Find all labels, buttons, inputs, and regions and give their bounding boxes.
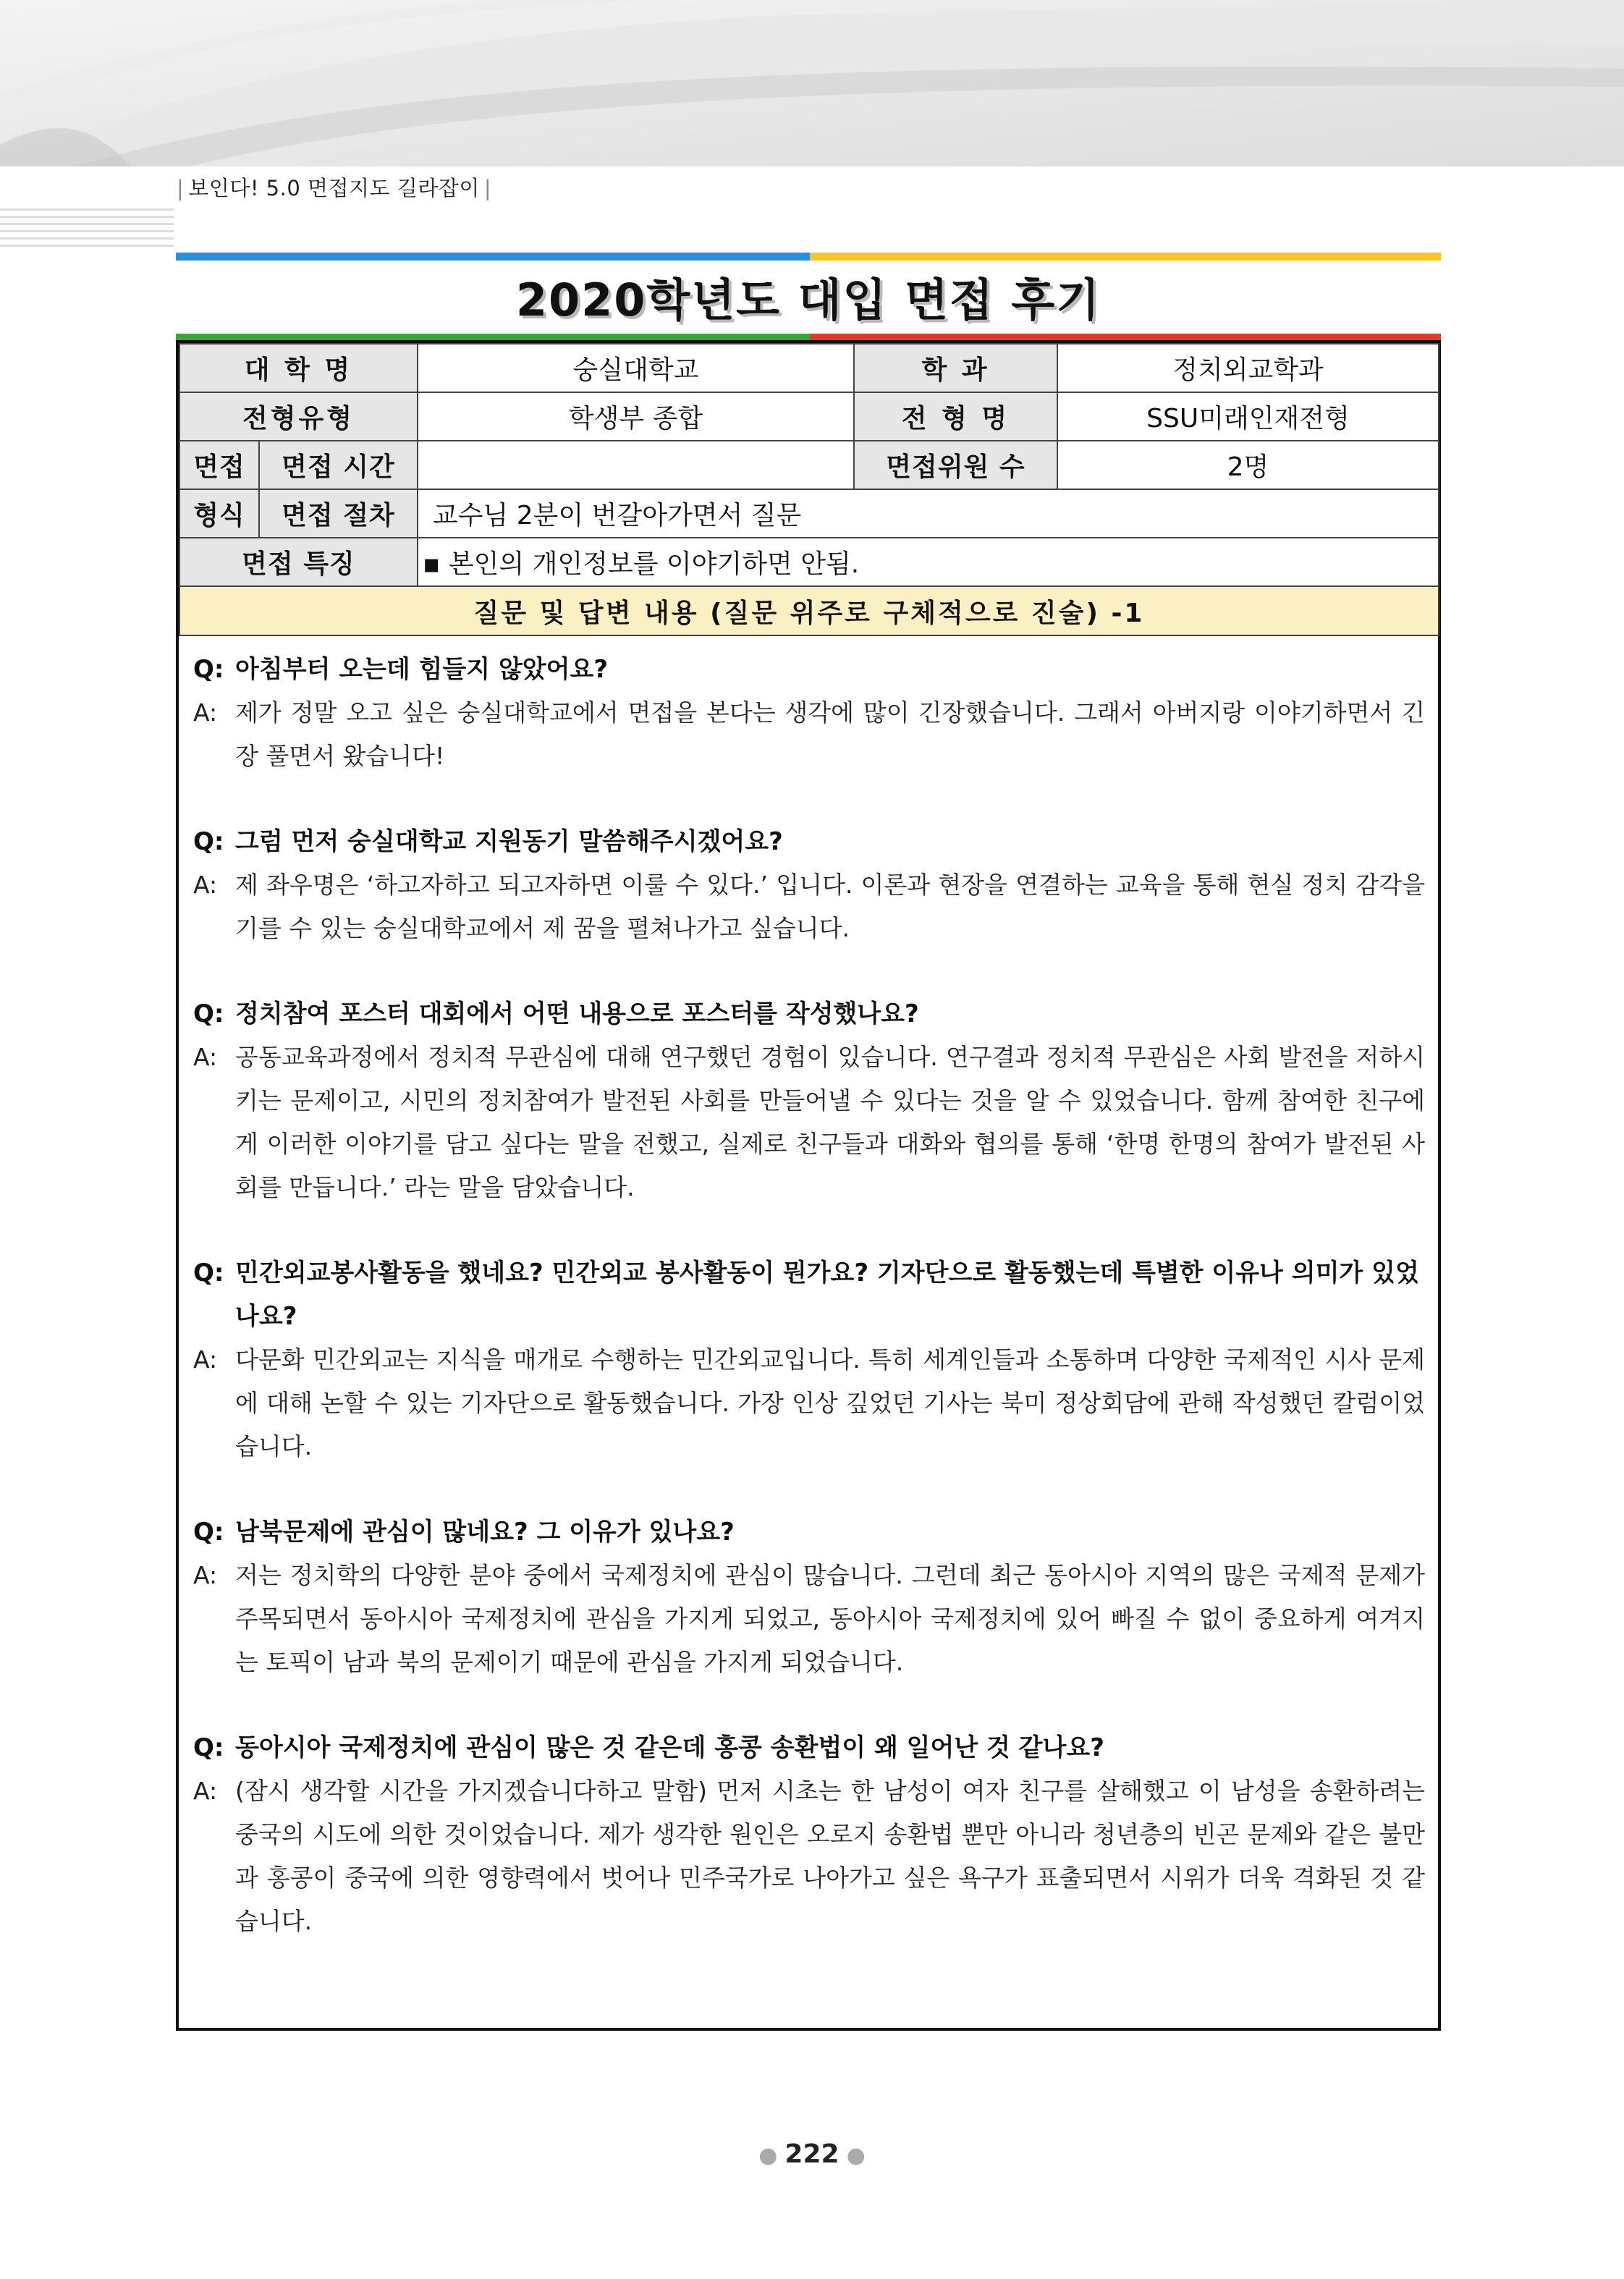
interview-procedure-value: 교수님 2분이 번갈아가면서 질문 [418,489,1439,538]
qa-item [193,1726,1425,1943]
question-text: 그럼 먼저 숭실대학교 지원동기 말씀해주시겠어요? [235,827,783,856]
format-label-top: 면접 [179,441,259,489]
page-number [0,2139,1624,2169]
question-tag: Q: [193,1518,224,1547]
admission-name-value: SSU미래인재전형 [1057,392,1439,441]
answer [193,1554,1425,1684]
answer [193,1338,1425,1468]
admission-type-label: 전형유형 [179,392,418,441]
divider: | [483,176,492,200]
table-row [179,441,1439,489]
department-value: 정치외교학과 [1057,344,1439,392]
question [193,648,1425,691]
university-value: 숭실대학교 [418,344,854,392]
admission-name-label: 전 형 명 [854,392,1057,441]
interview-time-value [418,441,854,489]
format-label-bottom: 형식 [179,489,259,538]
interviewers-label: 면접위원 수 [854,441,1057,489]
question [193,1726,1425,1769]
header-background [0,0,1624,166]
question-text: 아침부터 오는데 힘들지 않았어요? [235,655,609,684]
question [193,1251,1425,1338]
table-row [179,344,1439,392]
question-tag: Q: [193,1259,224,1288]
answer-tag: A: [193,1345,218,1374]
question [193,1510,1425,1554]
book-title: 보인다! 5.0 면접지도 길라잡이 [188,176,480,200]
answer-text: 다문화 민간외교는 지식을 매개로 수행하는 민간외교입니다. 특히 세계인들과 소통하며 다양한 국제적인 시사 문제에 대해 논할 수 있는 기자단으로 활동했습니다. 가장 인상 깊었던 기사는 북미 정상회담에 관해 작성했던 칼럼이었습니다. [235,1345,1425,1460]
info-table [179,343,1439,636]
interviewers-value: 2명 [1057,441,1439,489]
review-box [176,340,1441,2031]
question-tag: Q: [193,999,224,1028]
question [193,992,1425,1036]
table-row [179,538,1439,586]
qa-list [179,636,1438,1943]
title-bottom-rule [176,334,1441,340]
page-title: 2020학년도 대입 면접 후기 [515,274,1101,326]
question-text: 정치참여 포스터 대회에서 어떤 내용으로 포스터를 작성했나요? [235,999,919,1028]
department-label: 학 과 [854,344,1057,392]
answer-tag: A: [193,1777,218,1805]
question-text: 동아시아 국제정치에 관심이 많은 것 같은데 홍콩 송환법이 왜 일어난 것 같나요? [235,1733,1104,1762]
answer [193,691,1425,778]
answer [193,863,1425,950]
book-header [172,172,496,202]
answer-tag: A: [193,1043,218,1071]
qa-item [193,648,1425,778]
admission-type-value: 학생부 종합 [418,392,854,441]
bullet-dot-icon: ● [758,2143,778,2168]
question-tag: Q: [193,1733,224,1762]
page-number-text: 222 [784,2139,840,2169]
answer-tag: A: [193,871,218,899]
qa-item [193,1251,1425,1468]
answer [193,1036,1425,1209]
university-label: 대 학 명 [179,344,418,392]
answer [193,1769,1425,1943]
table-row [179,392,1439,441]
decorative-stripes [0,208,174,252]
answer-text: 저는 정치학의 다양한 분야 중에서 국제정치에 관심이 많습니다. 그런데 최근 동아시아 지역의 많은 국제적 문제가 주목되면서 동아시아 국제정치에 관심을 가지게 되었고, 동아시아 국제정치에 있어 빠질 수 없이 중요하게 여겨지는 토픽이 남과 북의 문제이기 때문에 관심을 가지게 되었습니다. [235,1561,1425,1676]
answer-tag: A: [193,1561,218,1589]
title-top-rule [176,253,1441,261]
interview-feature-value: ▪ 본인의 개인정보를 이야기하면 안됨. [418,538,1439,586]
table-row [179,489,1439,538]
qa-item [193,820,1425,950]
answer-text: 공동교육과정에서 정치적 무관심에 대해 연구했던 경험이 있습니다. 연구결과 정치적 무관심은 사회 발전을 저하시키는 문제이고, 시민의 정치참여가 발전된 사회를 만들어낼 수 있다는 것을 알 수 있었습니다. 함께 참여한 친구에게 이러한 이야기를 담고 싶다는 말을 전했고, 실제로 친구들과 대화와 협의를 통해 ‘한명 한명의 참여가 발전된 사회를 만듭니다.’ 라는 말을 담았습니다. [235,1043,1425,1201]
question-tag: Q: [193,655,224,684]
question [193,820,1425,863]
interview-time-label: 면접 시간 [259,441,418,489]
bullet-dot-icon: ● [846,2143,866,2168]
answer-tag: A: [193,698,218,727]
qa-item [193,1510,1425,1684]
interview-feature-label: 면접 특징 [179,538,418,586]
qa-section-header: 질문 및 답변 내용 (질문 위주로 구체적으로 진술) -1 [179,586,1439,635]
divider: | [177,176,185,200]
answer-text: 제가 정말 오고 싶은 숭실대학교에서 면접을 본다는 생각에 많이 긴장했습니다. 그래서 아버지랑 이야기하면서 긴장 풀면서 왔습니다! [235,698,1425,770]
question-text: 남북문제에 관심이 많네요? 그 이유가 있나요? [235,1518,735,1547]
table-row [179,586,1439,635]
question-tag: Q: [193,827,224,856]
answer-text: 제 좌우명은 ‘하고자하고 되고자하면 이룰 수 있다.’ 입니다. 이론과 현장을 연결하는 교육을 통해 현실 정치 감각을 기를 수 있는 숭실대학교에서 제 꿈을 펼쳐나가고 싶습니다. [235,871,1425,942]
question-text: 민간외교봉사활동을 했네요? 민간외교 봉사활동이 뭔가요? 기자단으로 활동했는데 특별한 이유나 의미가 있었나요? [235,1259,1419,1331]
answer-text: (잠시 생각할 시간을 가지겠습니다하고 말함) 먼저 시초는 한 남성이 여자 친구를 살해했고 이 남성을 송환하려는 중국의 시도에 의한 것이었습니다. 제가 생각한 원인은 오로지 송환법 뿐만 아니라 청년층의 빈곤 문제와 같은 불만과 홍콩이 중국에 의한 영향력에서 벗어나 민주국가로 나아가고 싶은 욕구가 표출되면서 시위가 더욱 격화된 것 같습니다. [235,1777,1425,1935]
interview-procedure-label: 면접 절차 [259,489,418,538]
qa-item [193,992,1425,1209]
